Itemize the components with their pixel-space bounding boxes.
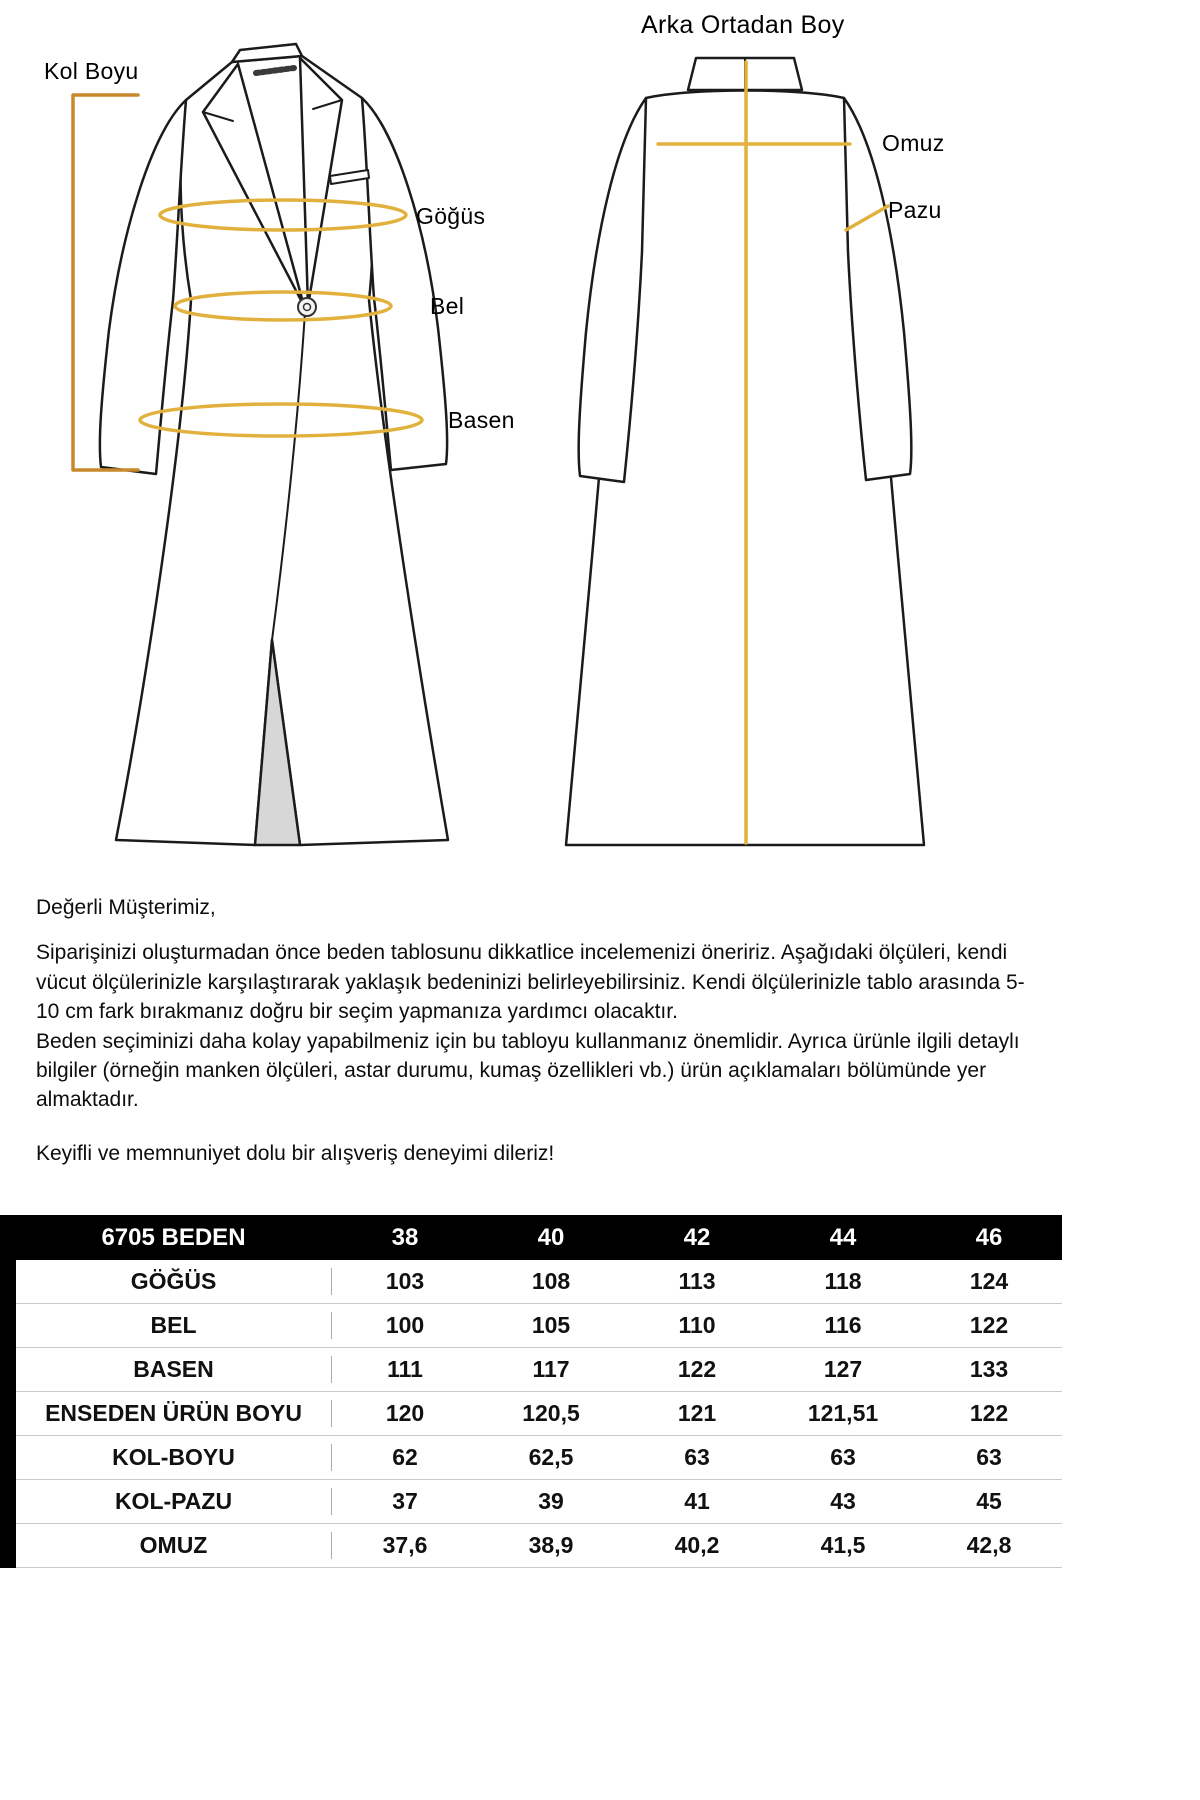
size-table-header-cell: 46 (975, 1223, 1003, 1251)
cell: 121 (677, 1400, 717, 1426)
cell: 108 (531, 1268, 571, 1294)
size-table-header-cell: 40 (537, 1223, 565, 1251)
row-label: KOL-PAZU (16, 1488, 332, 1515)
size-table-header-cell: 42 (683, 1223, 711, 1251)
label-bicep: Pazu (888, 197, 942, 223)
table-row (16, 1480, 1062, 1524)
cell: 45 (976, 1488, 1002, 1514)
cell: 43 (830, 1488, 856, 1514)
cell: 63 (684, 1444, 710, 1470)
table-row (16, 1392, 1062, 1436)
row-label: GÖĞÜS (16, 1268, 332, 1295)
cell: 105 (531, 1312, 571, 1338)
cell: 39 (538, 1488, 564, 1514)
label-shoulder: Omuz (882, 130, 945, 156)
cell: 103 (385, 1268, 425, 1294)
cell: 100 (385, 1312, 425, 1338)
cell: 110 (678, 1312, 716, 1338)
cell: 120 (385, 1400, 425, 1426)
cell: 63 (976, 1444, 1002, 1470)
cell: 63 (830, 1444, 856, 1470)
cell: 62 (392, 1444, 418, 1470)
cell: 117 (532, 1356, 570, 1382)
row-label: OMUZ (16, 1532, 332, 1559)
cell: 120,5 (522, 1400, 580, 1426)
note-greeting: Değerli Müşterimiz, (36, 896, 216, 919)
cell: 122 (969, 1400, 1009, 1426)
cell: 133 (969, 1356, 1009, 1382)
size-table-header-row (16, 1215, 1062, 1260)
label-waist: Bel (430, 293, 465, 319)
row-label: BEL (16, 1312, 332, 1339)
cell: 113 (678, 1268, 716, 1294)
cell: 62,5 (528, 1444, 574, 1470)
cell: 38,9 (528, 1532, 574, 1558)
row-label: KOL-BOYU (16, 1444, 332, 1471)
cell: 124 (969, 1268, 1009, 1294)
note-paragraph-1: Siparişinizi oluşturmadan önce beden tablosunu dikkatlice incelemenizi öneririz. Aşağıdaki ölçüleri, kendi vücut ölçülerinizle karşılaştırarak yaklaşık bedeninizi belirleyebilirsiniz. Kendi ölçülerinizle tablo arasında 5-10 cm fark bırakmanız doğru bir seçim yapmanıza yardımcı olacaktır. (36, 941, 1025, 1024)
table-row (16, 1348, 1062, 1392)
front-button (298, 298, 316, 316)
size-table-header-cell: 38 (391, 1223, 419, 1251)
cell: 122 (969, 1312, 1009, 1338)
size-table (0, 1215, 1062, 1568)
cell: 41,5 (820, 1532, 866, 1558)
row-label: BASEN (16, 1356, 332, 1383)
row-label: ENSEDEN ÜRÜN BOYU (16, 1400, 332, 1427)
label-back-length: Arka Ortadan Boy (641, 11, 845, 39)
table-row (16, 1304, 1062, 1348)
label-sleeve-length: Kol Boyu (44, 58, 139, 84)
table-row (16, 1260, 1062, 1304)
cell: 122 (677, 1356, 717, 1382)
cell: 116 (824, 1312, 862, 1338)
cell: 40,2 (674, 1532, 720, 1558)
size-diagram (0, 0, 1200, 880)
customer-note (36, 893, 1026, 1168)
cell: 111 (387, 1356, 423, 1382)
table-row (16, 1436, 1062, 1480)
cell: 37,6 (382, 1532, 428, 1558)
cell: 127 (823, 1356, 863, 1382)
cell: 41 (684, 1488, 710, 1514)
coat-technical-drawing (0, 0, 1200, 880)
cell: 42,8 (966, 1532, 1012, 1558)
size-table-header-label: 6705 BEDEN (16, 1224, 332, 1252)
note-paragraph-2: Beden seçiminizi daha kolay yapabilmeniz için bu tabloyu kullanmanız önemlidir. Ayrıca ürünle ilgili detaylı bilgiler (örneğin manken ölçüleri, astar durumu, kumaş özellikleri vb.) ürün açıklamaları bölümünde yer almaktadır. (36, 1029, 1020, 1112)
label-chest: Göğüs (416, 203, 486, 229)
size-table-header-cell: 44 (829, 1223, 857, 1251)
label-hip: Basen (448, 407, 515, 433)
note-closing: Keyifli ve memnuniyet dolu bir alışveriş deneyimi dileriz! (36, 1141, 555, 1165)
cell: 121,51 (807, 1400, 879, 1426)
cell: 37 (392, 1488, 418, 1514)
front-coat-drawing (100, 44, 448, 845)
table-row (16, 1524, 1062, 1568)
cell: 118 (824, 1268, 862, 1294)
